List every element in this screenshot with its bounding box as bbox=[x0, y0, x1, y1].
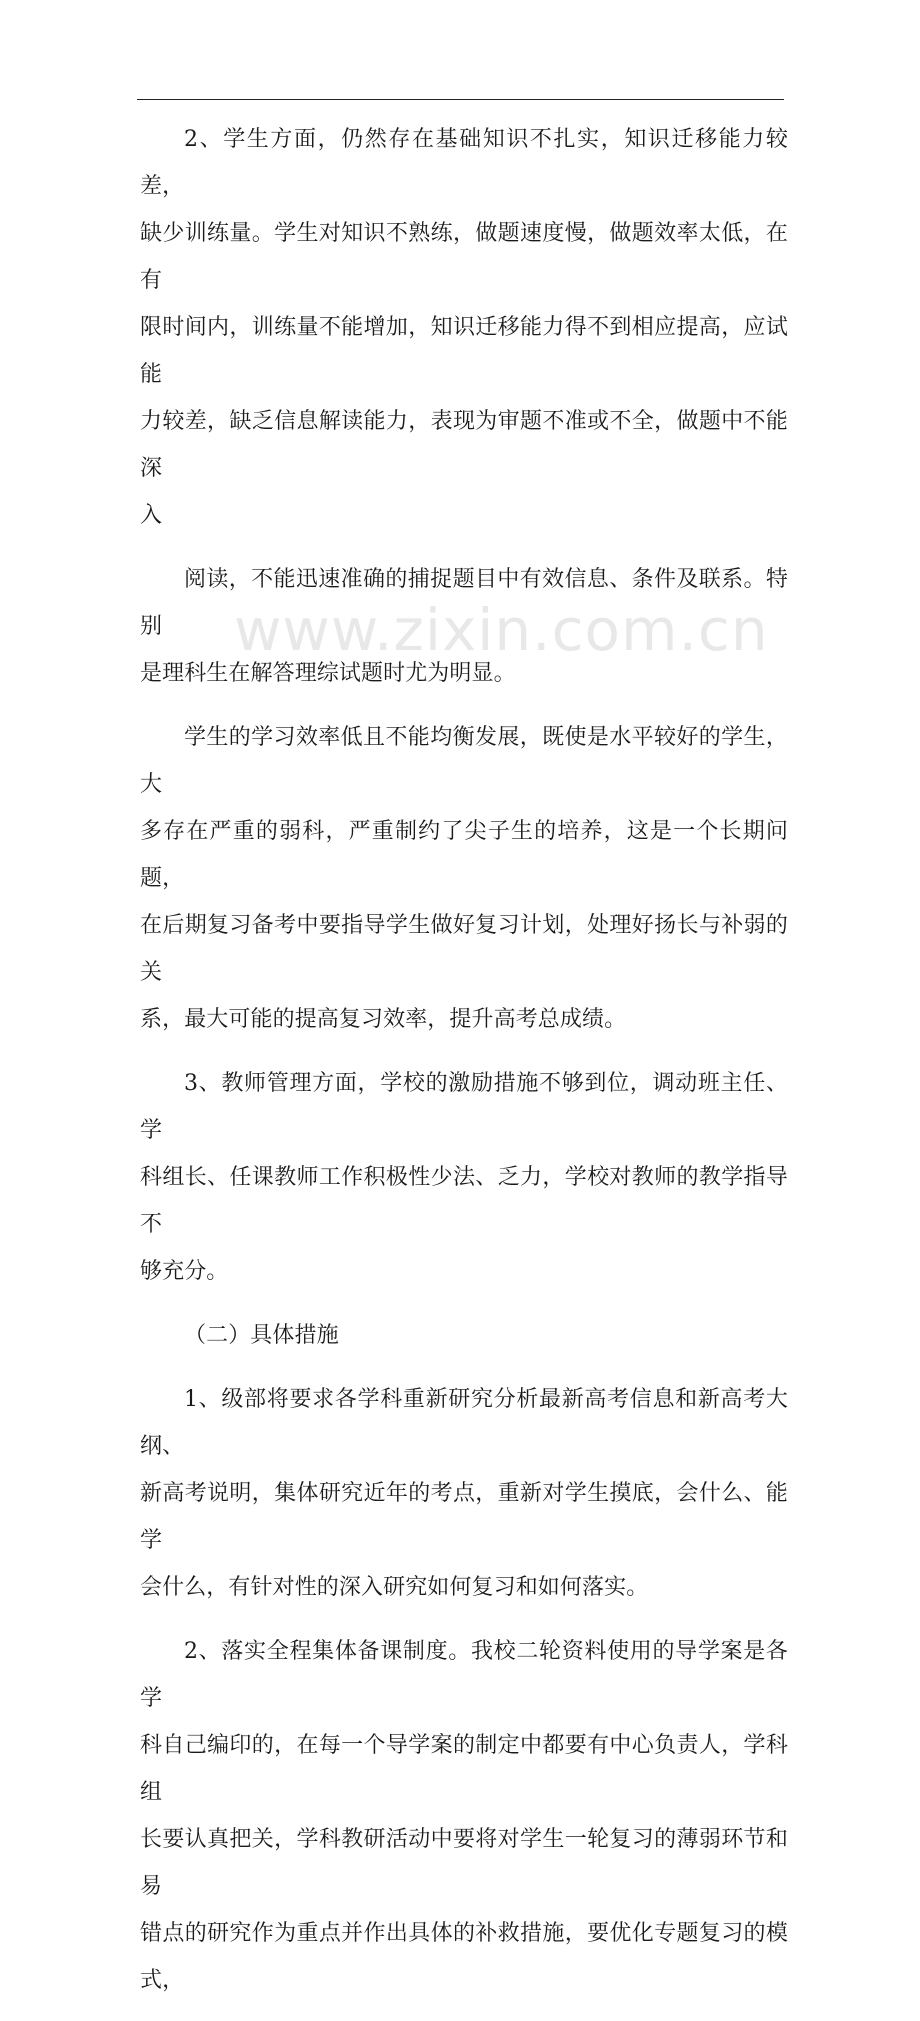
paragraph-measure-1 bbox=[140, 1376, 788, 1611]
text-line: 科自己编印的，在每一个导学案的制定中都要有中心负责人，学科组 bbox=[140, 1733, 788, 1805]
watermark: www.zixin.com.cn bbox=[234, 596, 769, 664]
header-rule bbox=[137, 99, 784, 100]
text-line: 2、落实全程集体备课制度。我校二轮资料使用的导学案是各学 bbox=[140, 1639, 788, 1711]
text-line: 新高考说明，集体研究近年的考点，重新对学生摸底，会什么、能学 bbox=[140, 1481, 788, 1553]
text-line: 会什么，有针对性的深入研究如何复习和如何落实。 bbox=[140, 1575, 649, 1600]
document-body bbox=[140, 116, 788, 2021]
text-line: 在后期复习备考中要指导学生做好复习计划，处理好扬长与补弱的关 bbox=[140, 913, 788, 985]
text-line: （二）具体措施 bbox=[184, 1323, 339, 1348]
text-line: 力较差，缺乏信息解读能力，表现为审题不准或不全，做题中不能深 bbox=[140, 409, 788, 481]
text-line: 够充分。 bbox=[140, 1259, 229, 1284]
text-line: 1、级部将要求各学科重新研究分析最新高考信息和新高考大纲、 bbox=[140, 1387, 788, 1459]
text-line: 错点的研究作为重点并作出具体的补救措施，要优化专题复习的模式， bbox=[140, 1921, 788, 1993]
text-line: 限时间内，训练量不能增加，知识迁移能力得不到相应提高，应试能 bbox=[140, 315, 788, 387]
text-line: 2、学生方面，仍然存在基础知识不扎实，知识迁移能力较差， bbox=[140, 127, 788, 199]
paragraph-student-issues bbox=[140, 116, 788, 539]
text-line: 长要认真把关，学科教研活动中要将对学生一轮复习的薄弱环节和易 bbox=[140, 1827, 788, 1899]
text-line: 多存在严重的弱科，严重制约了尖子生的培养，这是一个长期问题， bbox=[140, 819, 788, 891]
text-line: 学生的学习效率低且不能均衡发展，既使是水平较好的学生，大 bbox=[140, 725, 788, 797]
text-line: 系，最大可能的提高复习效率，提升高考总成绩。 bbox=[140, 1007, 627, 1032]
text-line: 科组长、任课教师工作积极性少法、乏力，学校对教师的教学指导不 bbox=[140, 1165, 788, 1237]
text-line: 阅读，不能迅速准确的捕捉题目中有效信息、条件及联系。特别 bbox=[140, 567, 788, 639]
paragraph-measure-2 bbox=[140, 1628, 788, 2004]
text-line: 入 bbox=[140, 503, 163, 528]
paragraph-learning-efficiency bbox=[140, 714, 788, 1043]
text-line: 是理科生在解答理综试题时尤为明显。 bbox=[140, 661, 516, 686]
section-heading-measures bbox=[140, 1312, 788, 1359]
paragraph-reading bbox=[140, 556, 788, 697]
text-line: 3、教师管理方面，学校的激励措施不够到位，调动班主任、学 bbox=[140, 1071, 788, 1143]
text-line: 缺少训练量。学生对知识不熟练，做题速度慢，做题效率太低，在有 bbox=[140, 221, 788, 293]
paragraph-teacher-management bbox=[140, 1060, 788, 1295]
